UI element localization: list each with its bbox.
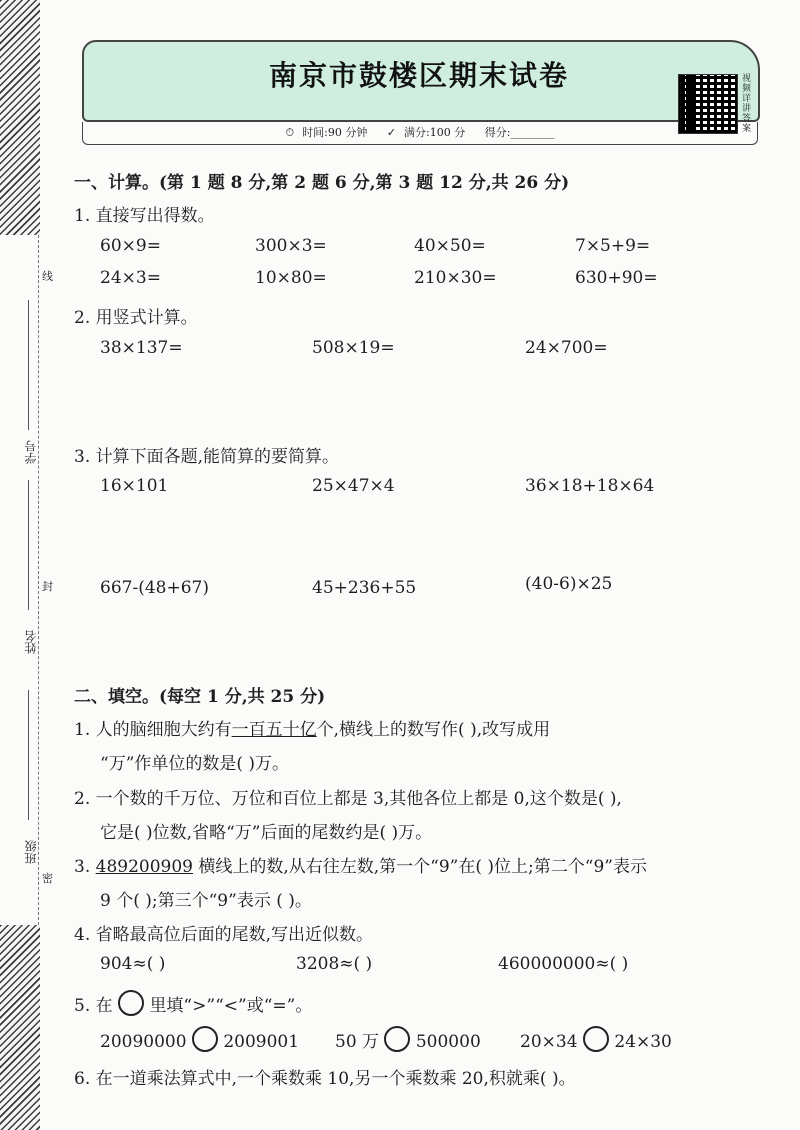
s1-q2: 2. 用竖式计算。 bbox=[74, 308, 198, 328]
class-line bbox=[28, 690, 29, 820]
s2-q3-num: 3. bbox=[74, 857, 96, 877]
s2-q6: 6. 在一道乘法算式中,一个乘数乘 10,另一个乘数乘 20,积就乘( )。 bbox=[74, 1069, 576, 1089]
s2-q2-line2: 它是( )位数,省略“万”后面的尾数约是( )万。 bbox=[100, 823, 433, 843]
q4-item: 460000000≈( ) bbox=[498, 954, 629, 974]
binding-hatch-top bbox=[0, 0, 40, 235]
name-line bbox=[28, 480, 29, 610]
margin-seal2-char: 密 bbox=[42, 872, 53, 885]
exam-title: 南京市鼓楼区期末试卷 bbox=[268, 59, 569, 92]
q5-right: 2009001 bbox=[223, 1032, 300, 1052]
q2-item: 24×700= bbox=[525, 338, 608, 358]
q5-right: 24×30 bbox=[614, 1032, 672, 1052]
q3-item: 45+236+55 bbox=[312, 578, 417, 598]
q2-item: 508×19= bbox=[312, 338, 395, 358]
s2-q1-line1 bbox=[74, 715, 550, 740]
s2-q5-pre: 5. 在 bbox=[74, 996, 113, 1016]
compare-circle-icon[interactable] bbox=[583, 1026, 609, 1052]
s2-q1-underlined: 一百五十亿 bbox=[231, 720, 317, 740]
q1-item: 10×80= bbox=[255, 268, 327, 288]
q5-left: 20090000 bbox=[100, 1032, 187, 1052]
q1-item: 40×50= bbox=[414, 236, 486, 256]
section2-title: 二、填空。(每空 1 分,共 25 分) bbox=[74, 687, 326, 707]
s2-q3-line1 bbox=[74, 852, 647, 877]
score-field: 得分:________ bbox=[484, 126, 555, 139]
q1-item: 7×5+9= bbox=[575, 236, 651, 256]
q2-item: 38×137= bbox=[100, 338, 183, 358]
s2-q5 bbox=[74, 990, 312, 1016]
s2-q3-post: 横线上的数,从右往左数,第一个“9”在( )位上;第二个“9”表示 bbox=[192, 857, 647, 877]
qr-code-icon bbox=[678, 74, 738, 134]
q3-item: 25×47×4 bbox=[312, 476, 395, 496]
q3-item: 36×18+18×64 bbox=[525, 476, 655, 496]
q1-item: 300×3= bbox=[255, 236, 327, 256]
s2-q3-line2: 9 个( );第三个“9”表示 ( )。 bbox=[100, 891, 312, 911]
full-score-text: 满分:100 分 bbox=[404, 126, 466, 139]
s2-q5-post: 里填“>”“<”或“=”。 bbox=[149, 996, 313, 1016]
binding-dashed-line bbox=[38, 235, 39, 925]
q5-item bbox=[520, 1026, 672, 1052]
margin-seal-char: 封 bbox=[42, 580, 53, 593]
s2-q3-underlined: 489200909 bbox=[95, 857, 193, 877]
s2-q4: 4. 省略最高位后面的尾数,写出近似数。 bbox=[74, 925, 374, 945]
q1-item: 630+90= bbox=[575, 268, 658, 288]
compare-circle-icon[interactable] bbox=[192, 1026, 218, 1052]
student-no-line bbox=[28, 300, 29, 430]
s2-q2-line1: 2. 一个数的千万位、万位和百位上都是 3,其他各位上都是 0,这个数是( ), bbox=[74, 789, 622, 809]
margin-line-char: 线 bbox=[42, 270, 53, 283]
q4-item: 3208≈( ) bbox=[296, 954, 373, 974]
q1-item: 60×9= bbox=[100, 236, 161, 256]
s2-q1-line2: “万”作单位的数是( )万。 bbox=[100, 754, 290, 774]
s2-q1-pre: 1. 人的脑细胞大约有 bbox=[74, 720, 232, 740]
exam-info-bar bbox=[82, 122, 758, 145]
name-label: 姓名 bbox=[24, 630, 38, 654]
q4-item: 904≈( ) bbox=[100, 954, 166, 974]
binding-hatch-bottom bbox=[0, 925, 40, 1130]
q3-item: (40-6)×25 bbox=[525, 574, 613, 594]
q1-item: 210×30= bbox=[414, 268, 497, 288]
clock-icon: ⏱ bbox=[285, 126, 295, 139]
q5-item bbox=[335, 1026, 481, 1052]
q5-left: 50 万 bbox=[335, 1032, 380, 1052]
class-label: 班级 bbox=[24, 840, 38, 864]
compare-circle-icon bbox=[118, 990, 144, 1016]
exam-header bbox=[82, 40, 756, 145]
s1-q1: 1. 直接写出得数。 bbox=[74, 206, 215, 226]
check-icon: ✓ bbox=[386, 126, 397, 139]
student-no-label: 学号 bbox=[24, 440, 38, 464]
q1-item: 24×3= bbox=[100, 268, 161, 288]
q5-left: 20×34 bbox=[520, 1032, 578, 1052]
s2-q1-post: 个,横线上的数写作( ),改写成用 bbox=[316, 720, 551, 740]
time-text: 时间:90 分钟 bbox=[302, 126, 368, 139]
s1-q3: 3. 计算下面各题,能简算的要简算。 bbox=[74, 447, 340, 467]
section1-title: 一、计算。(第 1 题 8 分,第 2 题 6 分,第 3 题 12 分,共 26 分) bbox=[74, 173, 570, 193]
q5-item bbox=[100, 1026, 299, 1052]
q5-right: 500000 bbox=[415, 1032, 481, 1052]
q3-item: 667-(48+67) bbox=[100, 578, 209, 598]
q3-item: 16×101 bbox=[100, 476, 169, 496]
qr-caption: 视频详讲答案 bbox=[742, 74, 752, 134]
compare-circle-icon[interactable] bbox=[384, 1026, 410, 1052]
